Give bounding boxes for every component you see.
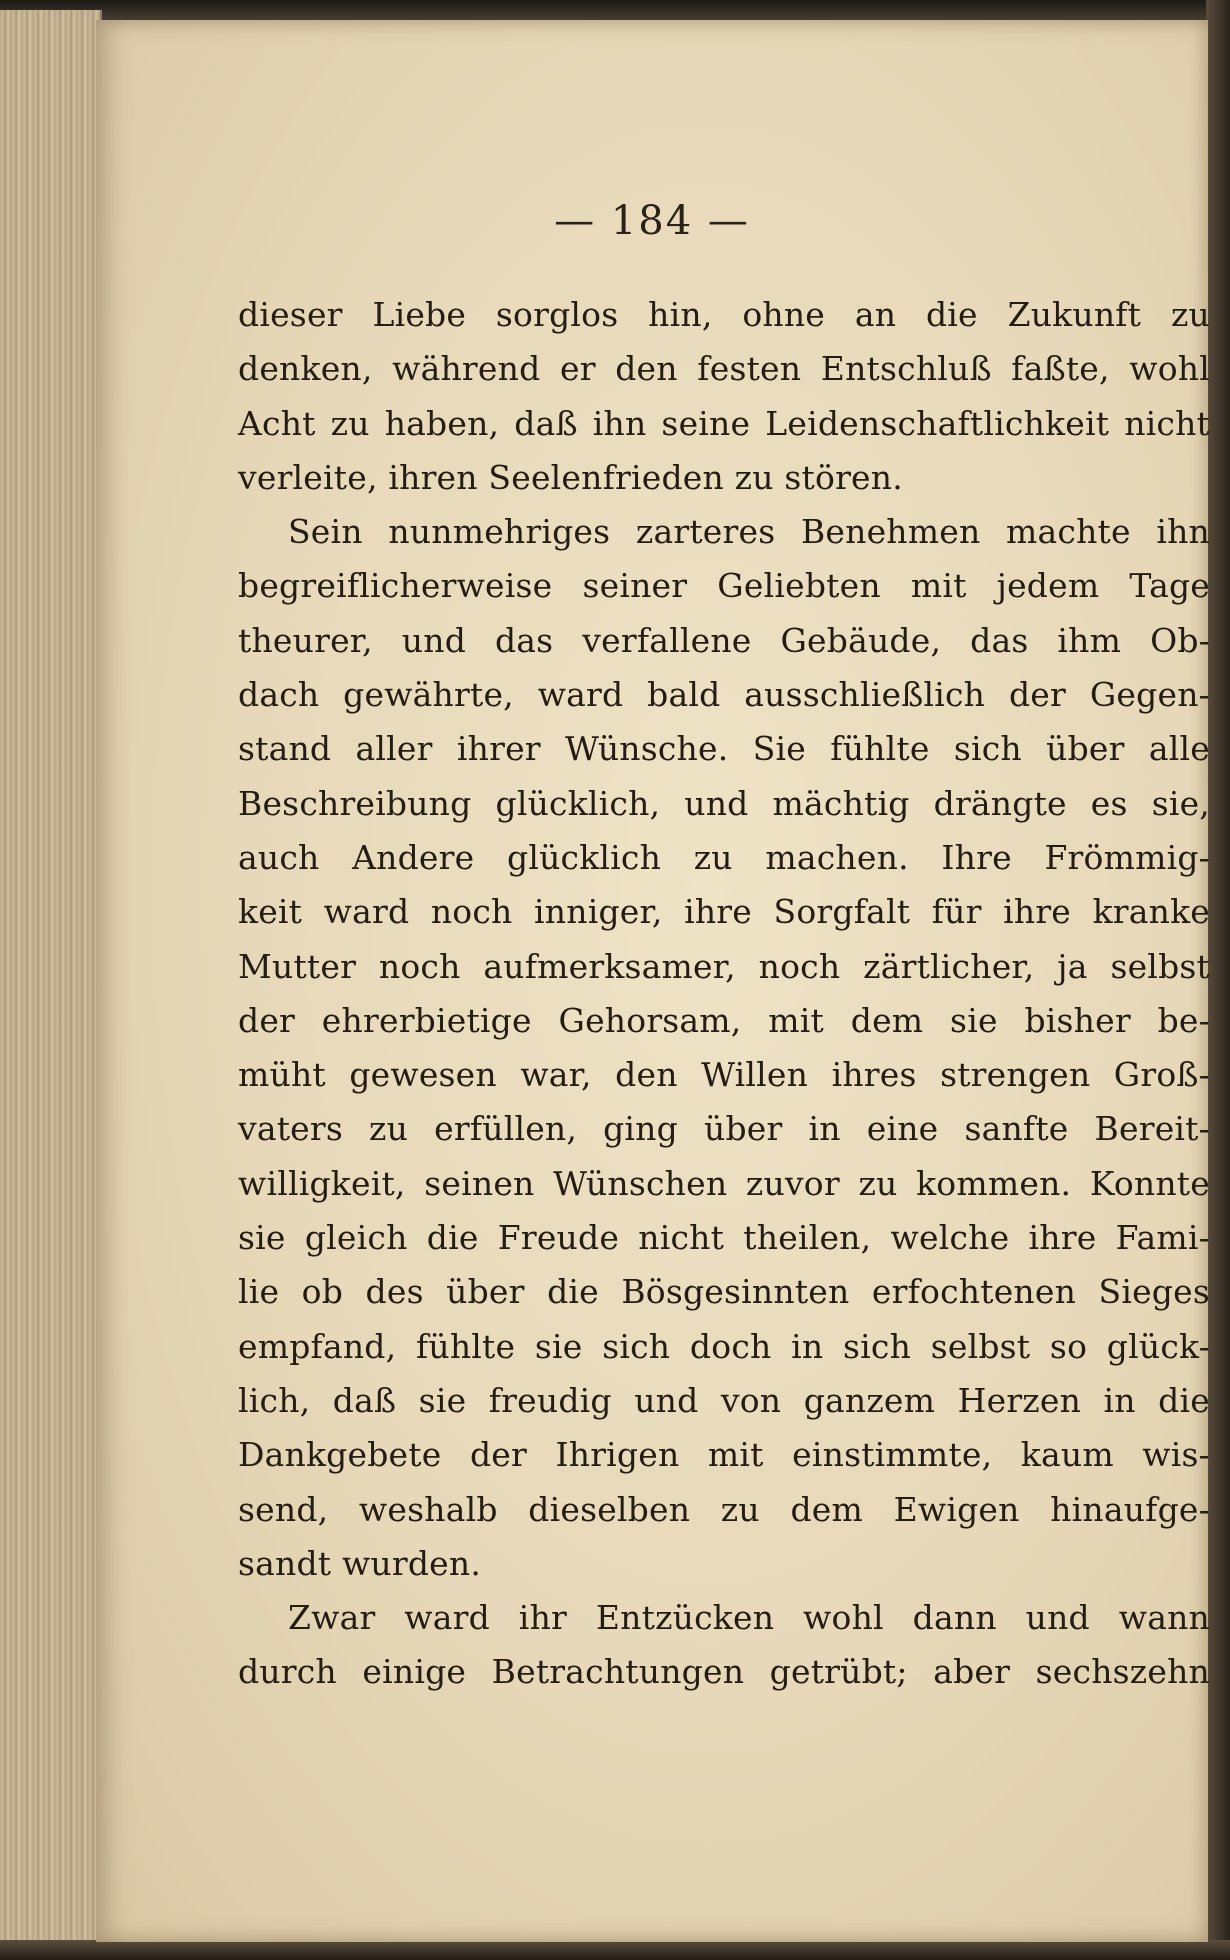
text-line: verleite, ihren Seelenfrieden zu stören. — [238, 457, 903, 497]
text-line: send, weshalb dieselben zu dem Ewigen hinaufge- — [238, 1489, 1210, 1529]
text-line: denken, während er den festen Entschluß faßte, wohl — [238, 349, 1210, 389]
text-line: Sein nunmehriges zarteres Benehmen machte ihn — [288, 512, 1210, 552]
text-line: müht gewesen war, den Willen ihres strengen Groß- — [238, 1055, 1210, 1095]
text-line: keit ward noch inniger, ihre Sorgfalt für ihre kranke — [238, 892, 1210, 932]
text-line: Zwar ward ihr Entzücken wohl dann und wann — [288, 1598, 1210, 1638]
text-line: der ehrerbietige Gehorsam, mit dem sie bisher be- — [238, 1000, 1210, 1040]
text-line: dach gewährte, ward bald ausschließlich der Gegen- — [238, 675, 1210, 715]
book-bottom-edge — [0, 1940, 1230, 1960]
page-stack-edges — [0, 10, 102, 1960]
text-line: lich, daß sie freudig und von ganzem Herzen in die — [238, 1380, 1210, 1420]
text-line: vaters zu erfüllen, ging über in eine sanfte Bereit- — [238, 1109, 1210, 1149]
text-line: Dankgebete der Ihrigen mit einstimmte, kaum wis- — [238, 1435, 1210, 1475]
text-line: dieser Liebe sorglos hin, ohne an die Zukunft zu — [238, 295, 1210, 334]
text-line: empfand, fühlte sie sich doch in sich selbst so glück- — [238, 1326, 1210, 1366]
text-line: theurer, und das verfallene Gebäude, das ihm Ob- — [238, 620, 1210, 660]
text-line: lie ob des über die Bösgesinnten erfochtenen Sieges — [238, 1272, 1210, 1312]
text-line: willigkeit, seinen Wünschen zuvor zu kommen. Konnte — [238, 1163, 1210, 1203]
text-line: Mutter noch aufmerksamer, noch zärtlicher, ja selbst — [238, 946, 1210, 986]
text-line: Beschreibung glücklich, und mächtig drängte es sie, — [238, 783, 1210, 823]
page-number-header: — 184 — — [554, 198, 750, 244]
text-line: durch einige Betrachtungen getrübt; aber sechszehn — [238, 1652, 1210, 1692]
text-line: auch Andere glücklich zu machen. Ihre Frömmig- — [238, 837, 1210, 877]
book-top-edge — [0, 0, 1230, 22]
book-page — [96, 20, 1208, 1942]
body-text — [238, 288, 1210, 1700]
text-line: sandt wurden. — [238, 1543, 482, 1583]
text-line: begreiflicherweise seiner Geliebten mit jedem Tage — [238, 566, 1210, 606]
text-line: Acht zu haben, daß ihn seine Leidenschaftlichkeit nicht — [238, 403, 1210, 443]
text-line: sie gleich die Freude nicht theilen, welche ihre Fami- — [238, 1218, 1210, 1258]
text-line: stand aller ihrer Wünsche. Sie fühlte sich über alle — [238, 729, 1210, 769]
